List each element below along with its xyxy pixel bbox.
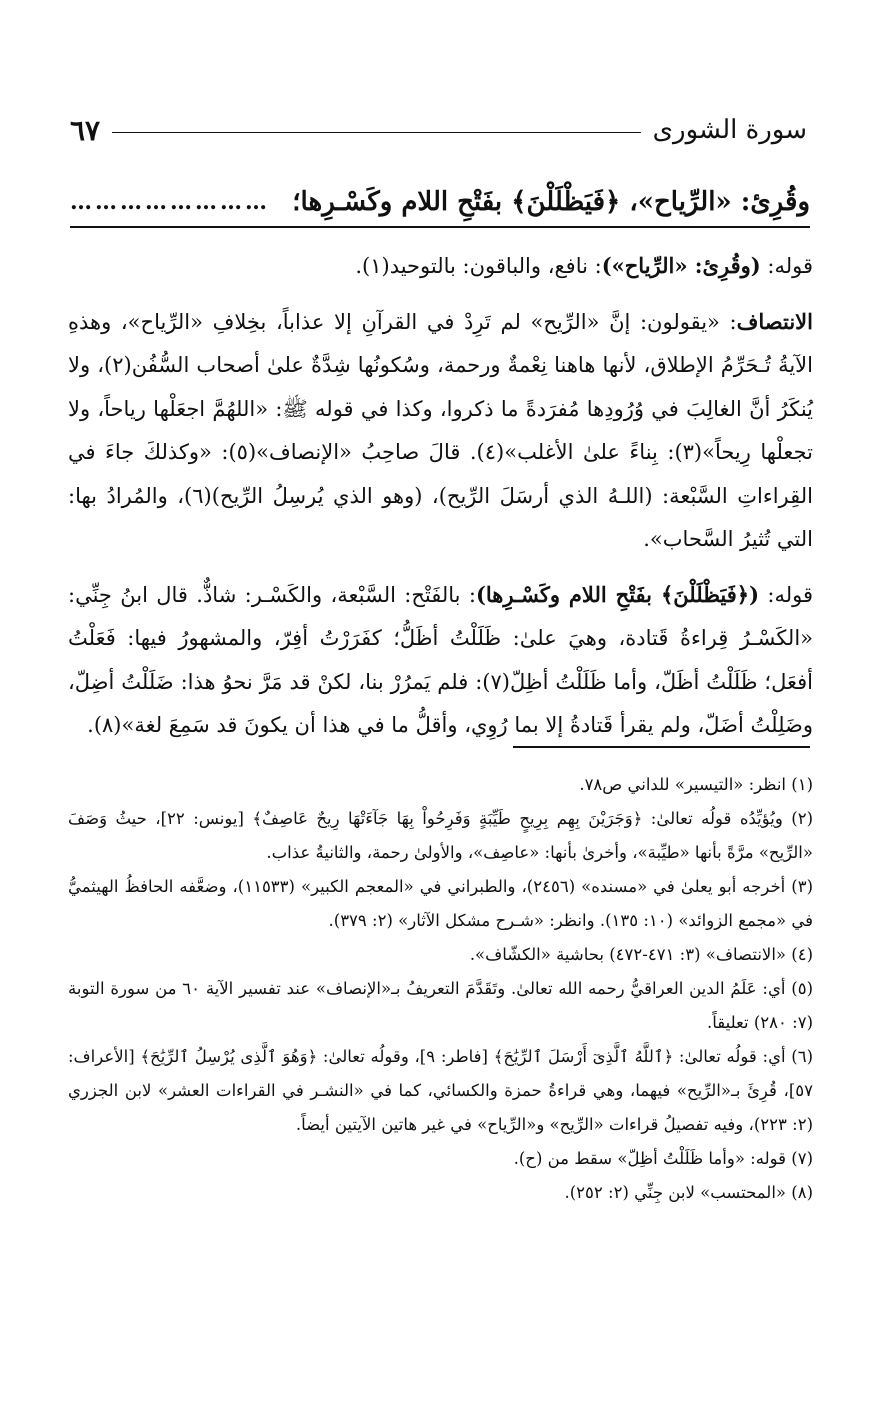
page-number: ٦٧ (70, 113, 101, 147)
bold-phrase: (﴿فَيَظْلَلْنَ﴾ بفَتْحِ اللام وكَسْـرِها) (475, 581, 760, 607)
body-paragraph (68, 573, 813, 748)
main-body-text (68, 244, 813, 759)
text-segment: قوله: (759, 582, 814, 607)
footnote: (٥) أي: عَلَمُ الدين العراقيُّ رحمه الله تعالىٰ. وتَقَدَّمَ التعريفُ بـ«الإنصاف» عند تفسير الآية ٦٠ من سورة التوبة (٧: ٢٨٠) تعليقاً. (68, 979, 814, 1032)
footnote: (١) انظر: «التيسير» للداني ص٧٨. (579, 775, 813, 794)
text-segment: (٧) (482, 669, 510, 694)
verse-heading (70, 178, 810, 228)
verse-heading-dots: …………………… (70, 189, 270, 215)
text-segment: : فلم يَمرُرْ بنا، لكنْ قد مَرَّ نحوُ هذا: ضَلَلْتُ أضِلّ، وضَلِلْتُ أضَلّ، ولم يقرأ قَتادةُ إلا بما رُوِي، وأقلُّ ما في هذا أن يكونَ قد سَمِعَ لغة» (68, 669, 813, 737)
text-segment: (٤) (476, 440, 505, 464)
bold-phrase: الانتصاف (736, 308, 813, 334)
text-segment: : «وكذلكَ جاءَ في القِراءاتِ السَّبْعة: (اللـهُ الذي أرسَلَ الرِّيح)، (وهو الذي يُرسِلُ الرِّيح) (68, 440, 813, 508)
verse-heading-text: وقُرِئ: «الرِّياح»، ﴿فَيَظْلَلْنَ﴾ بفَتْحِ اللام وكَسْـرِها؛ (292, 187, 810, 217)
text-segment: ، والمُرادُ بها: التي تُثيرُ السَّحاب». (68, 483, 813, 551)
bold-phrase: (وقُرِئ: «الرِّياح») (601, 253, 761, 278)
text-segment: (٣) (674, 440, 703, 464)
text-segment: . (355, 254, 362, 278)
text-segment: ، ولا يُنكَرُ أنَّ الغالِبَ في وُرُودِها مُفرَدةً ما ذكروا، وكذا في قوله ﷺ: «اللهُمَّ اجعَلْها رياحاً، ولا تجعلْها رِيحاً» (68, 353, 813, 464)
footnote: (٨) «المحتسب» لابن جِنِّي (٢: ٢٥٢). (564, 1183, 813, 1202)
text-segment: . (87, 713, 94, 737)
footnote: (٣) أخرجه أبو يعلىٰ في «مسنده» (٢٤٥٦)، والطبراني في «المعجم الكبير» (١١٥٣٣)، وضعَّفه الحافظُ الهيثميُّ في «مجمع الزوائد» (١٠: ١٣٥). وانظر: «شـرح مشكل الآثار» (٢: ٣٧٩). (68, 877, 813, 930)
body-paragraph (68, 300, 813, 562)
body-paragraph (68, 244, 813, 289)
footnote: (٦) أي: قولُه تعالىٰ: ﴿ٱللَّهُ ٱلَّذِىٓ أَرْسَلَ ٱلرِّيَٰحَ﴾ [فاطر: ٩]، وقولُه تعالىٰ: ﴿وَهُوَ ٱلَّذِى يُرْسِلُ ٱلرِّيَٰحَ﴾ [الأعراف: ٥٧]، قُرِئَ بـ«الرِّيح» فيهما، وهي قراءةُ حمزة والكسائي، كما في «النشـر في القراءات العشر» لابن الجزري (٢: ٢٢٣)، وفيه تفصيلُ قراءات «الرِّيح» و«الرِّياح» في غير هاتين الآيتين أيضاً. (68, 1047, 814, 1134)
header-rule (112, 132, 641, 133)
text-segment: (٨) (93, 713, 122, 737)
text-segment: : بالفَتْح: السَّبْعة، والكَسْـر: شاذٌّ. قال ابنُ جِنِّي: «الكَسْـرُ قِراءةُ قَتادة، وهيَ علىٰ: ظَلَلْتُ أظَلُّ؛ كفَرَرْتُ أفِرّ، والمشهورُ فيها: فَعَلْتُ أفعَل؛ ظَلَلْتُ أظَلّ، وأما ظَلَلْتُ أظِلّ (68, 582, 813, 694)
text-segment: : «يقولون: إنَّ «الرِّيح» لم تَرِدْ في القرآنِ إلا عذاباً، بخِلافِ «الرِّياح»، وهذهِ الآيةُ تُـحَرِّمُ الإطلاق، لأنها هاهنا نِعْمةٌ ورحمة، وسُكونُها شِدَّةٌ علىٰ أصحاب السُّفُن (68, 309, 813, 377)
text-segment: : نافع، والباقون: بالتوحيد (389, 254, 602, 278)
text-segment: : بِناءً علىٰ الأغلب» (504, 440, 675, 464)
text-segment: (١) (362, 254, 390, 278)
text-segment: (٢) (104, 353, 132, 377)
text-segment: قوله: (760, 254, 813, 278)
footnote: (٤) «الانتصاف» (٣: ٤٧١-٤٧٢) بحاشية «الكشّاف». (469, 945, 813, 964)
surah-title: سورة الشورى (652, 115, 807, 145)
text-segment: (٥) (228, 440, 257, 464)
footnote: (٢) ويُؤيِّدُه قولُه تعالىٰ: ﴿وَجَرَيْنَ بِهِم بِرِيحٍ طَيِّبَةٍ وَفَرِحُواْ بِهَا جَآءَتْهَا رِيحٌ عَاصِفٌ﴾ [يونس: ٢٢]، حيثُ وَصَفَ «الرِّيح» مرَّةً بأنها «طيِّبة»، وأخرىٰ بأنها: «عاصِف»، والأولىٰ رحمة، والثانيةُ عذاب. (68, 809, 813, 862)
text-segment: . قالَ صاحِبُ «الإنصاف» (256, 440, 477, 464)
footnote-separator (513, 746, 810, 748)
text-segment: (٦) (184, 483, 212, 508)
footnote: (٧) قوله: «وأما ظَلَلْتُ أظِلّ» سقط من (ح). (513, 1149, 813, 1168)
running-header (70, 112, 807, 148)
footnotes-section (68, 768, 813, 1210)
